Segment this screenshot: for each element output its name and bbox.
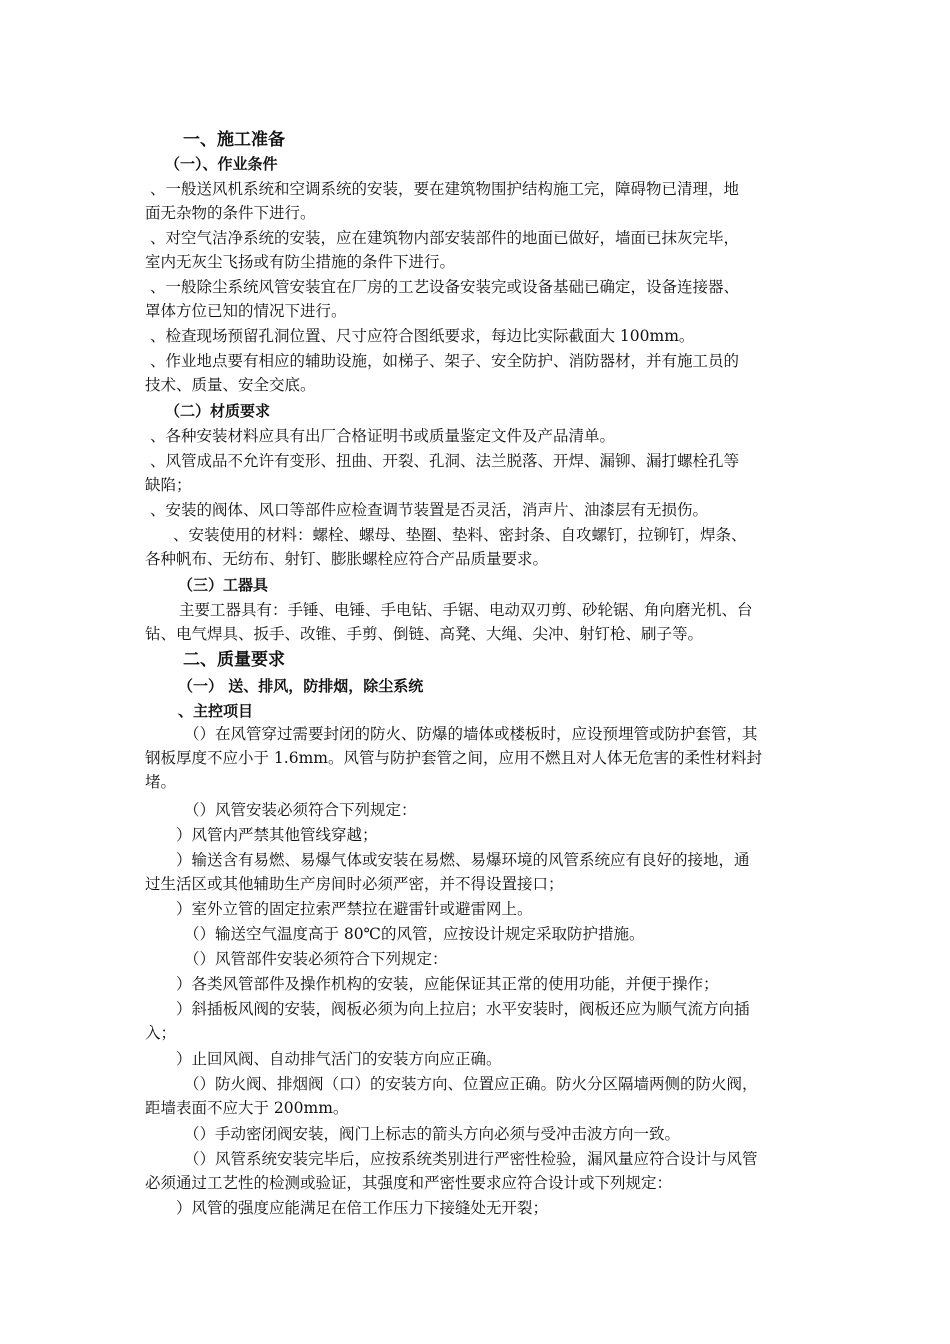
- paragraph-line: 必须通过工艺性的检测或验证，其强度和严密性要求应符合设计或下列规定：: [145, 1174, 673, 1192]
- subsection-ventilation-heading: （一） 送、排风，防排烟，除尘系统: [178, 677, 424, 695]
- paragraph-line: ）斜插板风阀的安装，阀板必须为向上拉启；水平安装时，阀板还应为顺气流方向插: [176, 1000, 750, 1018]
- subsection-tools-heading: （三）工器具: [178, 576, 269, 594]
- paragraph-line: （）手动密闭阀安装，阀门上标志的箭头方向必须与受冲击波方向一致。: [184, 1125, 681, 1143]
- paragraph-line: 钢板厚度不应小于 1.6mm。风管与防护套管之间，应用不燃且对人体无危害的柔性材料封: [145, 749, 762, 767]
- paragraph-line: 罩体方位已知的情况下进行。: [145, 302, 347, 320]
- paragraph-line: （）输送空气温度高于 80℃的风管，应按设计规定采取防护措施。: [184, 925, 645, 943]
- paragraph-line: 主要工器具有：手锤、电锤、手电钻、手锯、电动双刃剪、砂轮锯、角向磨光机、台: [179, 601, 753, 619]
- paragraph-line: ）输送含有易燃、易爆气体或安装在易燃、易爆环境的风管系统应有良好的接地，通: [176, 851, 750, 869]
- paragraph-line: （）防火阀、排烟阀（口）的安装方向、位置应正确。防火分区隔墙两侧的防火阀，: [184, 1075, 758, 1093]
- paragraph-line: 、一般送风机系统和空调系统的安装，要在建筑物围护结构施工完，障碍物已清理，地: [150, 180, 740, 198]
- subsection-work-conditions-heading: （一）、作业条件: [165, 155, 278, 173]
- paragraph-line: 入；: [145, 1024, 177, 1042]
- section-2-heading: 二、质量要求: [183, 650, 285, 670]
- subsection-materials-heading: （二）材质要求: [165, 402, 271, 420]
- section-1-heading: 一、施工准备: [183, 130, 285, 150]
- paragraph-line: 、作业地点要有相应的辅助设施，如梯子、架子、安全防护、消防器材，并有施工员的: [150, 352, 740, 370]
- paragraph-line: （）风管安装必须符合下列规定：: [184, 801, 417, 819]
- paragraph-line: 、各种安装材料应具有出厂合格证明书或质量鉴定文件及产品清单。: [150, 427, 616, 445]
- paragraph-line: ）各类风管部件及操作机构的安装，应能保证其正常的使用功能，并便于操作；: [176, 975, 719, 993]
- paragraph-line: 、对空气洁净系统的安装，应在建筑物内部安装部件的地面已做好，墙面已抹灰完毕，: [150, 229, 740, 247]
- paragraph-line: ）风管内严禁其他管线穿越；: [176, 826, 378, 844]
- paragraph-line: 室内无灰尘飞扬或有防尘措施的条件下进行。: [145, 253, 456, 271]
- paragraph-line: 、检查现场预留孔洞位置、尺寸应符合图纸要求，每边比实际截面大 100mm。: [150, 327, 695, 345]
- paragraph-line: 、安装使用的材料：螺栓、螺母、垫圈、垫料、密封条、自攻螺钉，拉铆钉，焊条、: [173, 526, 747, 544]
- paragraph-line: ）室外立管的固定拉索严禁拉在避雷针或避雷网上。: [176, 900, 533, 918]
- paragraph-line: 技术、质量、安全交底。: [145, 376, 316, 394]
- paragraph-line: 、安装的阀体、风口等部件应检查调节装置是否灵活，消声片、油漆层有无损伤。: [150, 501, 709, 519]
- paragraph-line: 、风管成品不允许有变形、扭曲、开裂、孔洞、法兰脱落、开焊、漏铆、漏打螺栓孔等: [150, 452, 740, 470]
- paragraph-line: 各种帆布、无纺布、射钉、膨胀螺栓应符合产品质量要求。: [145, 550, 549, 568]
- paragraph-line: （）风管系统安装完毕后，应按系统类别进行严密性检验，漏风量应符合设计与风管: [184, 1150, 758, 1168]
- paragraph-line: 距墙表面不应大于 200mm。: [145, 1099, 349, 1117]
- paragraph-line: 钻、电气焊具、扳手、改锥、手剪、倒链、高凳、大绳、尖冲、射钉枪、刷子等。: [145, 625, 704, 643]
- main-control-items-heading: 、主控项目: [178, 702, 254, 720]
- paragraph-line: （）在风管穿过需要封闭的防火、防爆的墙体或楼板时，应设预埋管或防护套管，其: [184, 725, 758, 743]
- paragraph-line: 过生活区或其他辅助生产房间时必须严密，并不得设置接口；: [145, 875, 564, 893]
- paragraph-line: （）风管部件安装必须符合下列规定：: [184, 950, 448, 968]
- paragraph-line: 堵。: [145, 773, 177, 791]
- paragraph-line: 、一般除尘系统风管安装宜在厂房的工艺设备安装完或设备基础已确定，设备连接器、: [150, 278, 740, 296]
- paragraph-line: 缺陷；: [145, 476, 192, 494]
- paragraph-line: ）止回风阀、自动排气活门的安装方向应正确。: [176, 1050, 502, 1068]
- paragraph-line: 面无杂物的条件下进行。: [145, 204, 316, 222]
- paragraph-line: ）风管的强度应能满足在倍工作压力下接缝处无开裂；: [176, 1199, 549, 1217]
